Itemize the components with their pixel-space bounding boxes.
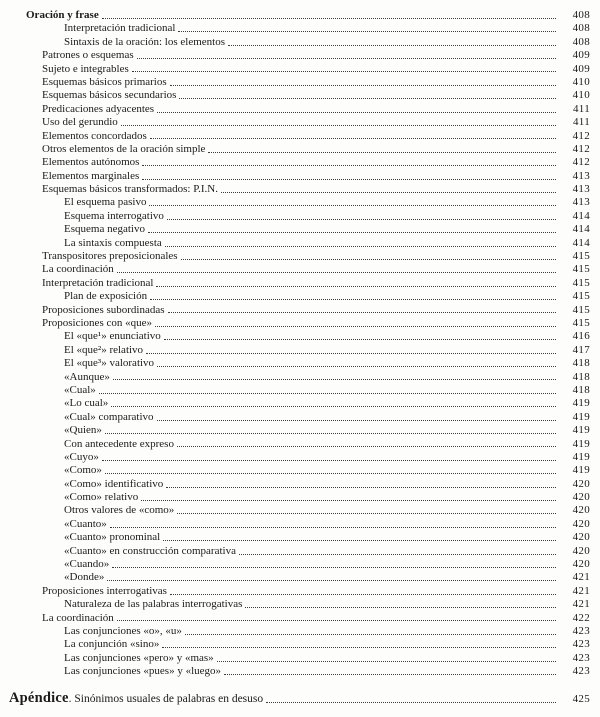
toc-entry (9, 612, 590, 625)
dot-leader (170, 594, 556, 595)
toc-entry-label (9, 690, 263, 708)
dot-leader (113, 379, 556, 380)
toc-entry-page: 410 (572, 89, 590, 102)
toc-entry (9, 665, 590, 678)
toc-entry (9, 304, 590, 317)
toc-entry-label: «Como» (64, 464, 102, 477)
toc-entry-page: 417 (572, 343, 590, 356)
dot-leader (165, 246, 556, 247)
toc-entry-page: 418 (572, 383, 590, 396)
toc-entry-page: 421 (572, 584, 590, 597)
toc-entry-label: Esquemas básicos primarios (42, 75, 167, 88)
toc-entry-label: «Como» relativo (64, 491, 139, 504)
dot-leader (178, 31, 556, 32)
toc-entry-page: 420 (572, 517, 590, 530)
toc-entry-page: 415 (572, 303, 590, 316)
toc-entry-page: 423 (572, 665, 590, 678)
dot-leader (239, 554, 556, 555)
toc-entry (9, 384, 590, 397)
toc-entry-page: 415 (572, 250, 590, 263)
dot-leader (163, 540, 556, 541)
toc-entry-label: Interpretación tradicional (64, 22, 176, 35)
toc-entry (9, 491, 590, 504)
toc-entry (9, 130, 590, 143)
toc-entry-label: Otros valores de «como» (64, 504, 175, 517)
toc-entry-label: «Donde» (64, 571, 105, 584)
toc-entry-page: 415 (572, 276, 590, 289)
toc-entry (9, 638, 590, 651)
toc-entry-label: Interpretación tradicional (42, 276, 154, 289)
toc-entry-page: 412 (572, 142, 590, 155)
toc-entry-page: 419 (572, 464, 590, 477)
toc-entry-label: Plan de exposición (64, 290, 148, 303)
toc-entry-page: 414 (572, 236, 590, 249)
toc-entry-page: 413 (572, 196, 590, 209)
dot-leader (168, 312, 556, 313)
toc-entry-page: 419 (572, 424, 590, 437)
toc-entry-page: 420 (572, 477, 590, 490)
toc-entry-label: «Cuyo» (64, 450, 99, 463)
toc-entry-label: «Cuanto» en construcción comparativa (64, 544, 236, 557)
toc-entry-label: Las conjunciones «o», «u» (64, 624, 182, 637)
toc-entry-label: Elementos marginales (42, 169, 140, 182)
toc-entry-page: 409 (572, 49, 590, 62)
toc-entry-label: «Lo cual» (64, 397, 109, 410)
toc-entry-page: 414 (572, 209, 590, 222)
toc-entry-label: Sintaxis de la oración: los elementos (64, 35, 225, 48)
toc-entry-label: La sintaxis compuesta (64, 236, 162, 249)
toc-entry (9, 397, 590, 410)
dot-leader (102, 18, 556, 19)
toc-entry (9, 625, 590, 638)
toc-entry-page: 420 (572, 531, 590, 544)
toc-entry (9, 116, 590, 129)
toc-entry (9, 371, 590, 384)
toc-entry-page: 412 (572, 129, 590, 142)
toc-entry-label: El esquema pasivo (64, 196, 147, 209)
toc-entry-label: Las conjunciones «pero» y «mas» (64, 651, 214, 664)
toc-entry (9, 263, 590, 276)
toc-entry-label: Esquemas básicos secundarios (42, 89, 177, 102)
toc-entry-label: Elementos autónomos (42, 156, 140, 169)
toc-entry-label: Patrones o esquemas (42, 49, 134, 62)
dot-leader (162, 647, 556, 648)
toc-entry (9, 478, 590, 491)
dot-leader (132, 71, 556, 72)
dot-leader (150, 299, 556, 300)
dot-leader (105, 433, 556, 434)
toc-entry-label: Proposiciones con «que» (42, 316, 152, 329)
toc-entry-page: 418 (572, 370, 590, 383)
toc-entry-page: 421 (572, 598, 590, 611)
toc-entry (9, 585, 590, 598)
dot-leader (177, 446, 556, 447)
toc-entry-page: 419 (572, 437, 590, 450)
toc-entry-page: 408 (572, 35, 590, 48)
dot-leader (142, 179, 556, 180)
toc-entry-page: 423 (572, 624, 590, 637)
toc-entry (9, 63, 590, 76)
dot-leader (102, 460, 556, 461)
toc-entry-label: El «que³» valorativo (64, 357, 155, 370)
toc-entry-label: La coordinación (42, 611, 114, 624)
toc-entry-page: 420 (572, 504, 590, 517)
toc-entry-label: Esquemas básicos transformados: P.I.N. (42, 183, 218, 196)
dot-leader (167, 219, 556, 220)
toc-entry-label: La conjunción «sino» (64, 638, 160, 651)
dot-leader (137, 58, 556, 59)
toc-entry-page: 411 (573, 102, 590, 115)
toc-entry-page: 419 (572, 410, 590, 423)
toc-entry-page: 415 (572, 290, 590, 303)
toc-entry-label: Con antecedente expreso (64, 437, 174, 450)
dot-leader (141, 500, 556, 501)
dot-leader (150, 138, 556, 139)
toc-list (9, 9, 590, 707)
toc-entry (9, 344, 590, 357)
toc-entry-label: «Cuanto» pronominal (64, 531, 161, 544)
toc-entry-page: 420 (572, 558, 590, 571)
toc-entry (9, 438, 590, 451)
dot-leader (121, 125, 556, 126)
toc-entry-label: Oración y frase (26, 9, 99, 21)
dot-leader (224, 674, 556, 675)
toc-entry-page: 422 (572, 611, 590, 624)
toc-entry-label: Proposiciones interrogativas (42, 584, 167, 597)
toc-entry (9, 545, 590, 558)
toc-entry (9, 531, 590, 544)
toc-entry (9, 277, 590, 290)
toc-entry-page: 419 (572, 397, 590, 410)
toc-entry (9, 89, 590, 102)
toc-entry-label: «Como» identificativo (64, 477, 164, 490)
toc-entry-label: «Cuando» (64, 558, 110, 571)
dot-leader (181, 259, 556, 260)
toc-entry (9, 317, 590, 330)
toc-entry (9, 196, 590, 209)
toc-entry-label: Transpositores preposicionales (42, 250, 178, 263)
toc-entry (9, 451, 590, 464)
appendix-title: Apéndice (9, 689, 69, 706)
toc-entry-page: 409 (572, 62, 590, 75)
dot-leader (185, 634, 556, 635)
toc-entry-page: 415 (572, 263, 590, 276)
toc-entry (9, 143, 590, 156)
toc-entry-page: 421 (572, 571, 590, 584)
toc-entry (9, 518, 590, 531)
toc-entry-appendix (9, 690, 590, 707)
toc-entry-page: 418 (572, 357, 590, 370)
toc-entry (9, 571, 590, 584)
appendix-subtitle: . Sinónimos usuales de palabras en desuso (68, 692, 264, 705)
dot-leader (217, 661, 556, 662)
dot-leader (110, 527, 556, 528)
dot-leader (157, 366, 556, 367)
toc-entry (9, 652, 590, 665)
toc-entry (9, 9, 590, 22)
toc-entry-page: 416 (572, 330, 590, 343)
toc-entry-label: «Aunque» (64, 370, 110, 383)
toc-entry-label: Las conjunciones «pues» y «luego» (64, 665, 222, 678)
toc-entry-page: 420 (572, 491, 590, 504)
toc-entry-page: 423 (572, 651, 590, 664)
toc-entry-label: Predicaciones adyacentes (42, 102, 155, 115)
dot-leader (146, 353, 556, 354)
toc-entry-label: Proposiciones subordinadas (42, 303, 165, 316)
dot-leader (112, 567, 556, 568)
dot-leader (164, 339, 556, 340)
toc-entry-label: Elementos concordados (42, 129, 147, 142)
toc-entry-label: Uso del gerundio (42, 116, 118, 129)
dot-leader (156, 286, 556, 287)
dot-leader (221, 192, 556, 193)
toc-entry-label: «Cual» comparativo (64, 410, 154, 423)
dot-leader (142, 165, 556, 166)
dot-leader (117, 272, 556, 273)
dot-leader (111, 406, 556, 407)
dot-leader (157, 420, 556, 421)
dot-leader (166, 487, 556, 488)
toc-entry-page: 408 (572, 9, 590, 21)
dot-leader (148, 232, 556, 233)
dot-leader (155, 326, 556, 327)
toc-entry (9, 330, 590, 343)
dot-leader (170, 85, 556, 86)
toc-entry (9, 558, 590, 571)
dot-leader (245, 607, 556, 608)
toc-entry-label: Otros elementos de la oración simple (42, 142, 206, 155)
toc-entry-label: El «que²» relativo (64, 343, 144, 356)
toc-entry-page: 413 (572, 183, 590, 196)
toc-entry (9, 170, 590, 183)
toc-entry (9, 424, 590, 437)
toc-entry-page: 408 (572, 22, 590, 35)
dot-leader (177, 513, 556, 514)
toc-entry-label: «Cuanto» (64, 517, 107, 530)
toc-entry (9, 504, 590, 517)
toc-entry-label: La coordinación (42, 263, 114, 276)
toc-entry-page: 425 (572, 692, 590, 705)
dot-leader (157, 112, 556, 113)
toc-entry (9, 183, 590, 196)
dot-leader (228, 45, 556, 46)
dot-leader (105, 473, 556, 474)
toc-entry (9, 598, 590, 611)
dot-leader (179, 98, 556, 99)
toc-entry (9, 103, 590, 116)
toc-entry-label: Naturaleza de las palabras interrogativas (64, 598, 243, 611)
dot-leader (266, 702, 556, 703)
toc-entry (9, 357, 590, 370)
toc-entry-label: Esquema interrogativo (64, 209, 164, 222)
toc-entry (9, 76, 590, 89)
toc-entry-label: «Cual» (64, 383, 96, 396)
toc-entry (9, 22, 590, 35)
toc-entry (9, 156, 590, 169)
toc-entry (9, 411, 590, 424)
toc-entry-page: 412 (572, 156, 590, 169)
toc-entry (9, 36, 590, 49)
toc-entry (9, 464, 590, 477)
toc-entry (9, 250, 590, 263)
toc-entry (9, 290, 590, 303)
toc-entry-page: 413 (572, 169, 590, 182)
toc-entry-page: 420 (572, 544, 590, 557)
toc-entry (9, 237, 590, 250)
toc-entry-page: 415 (572, 316, 590, 329)
toc-entry-label: Esquema negativo (64, 223, 145, 236)
toc-entry (9, 223, 590, 236)
toc-entry-page: 411 (573, 116, 590, 129)
toc-entry-page: 410 (572, 75, 590, 88)
dot-leader (149, 205, 556, 206)
toc-entry-page: 423 (572, 638, 590, 651)
toc-entry-label: «Quien» (64, 424, 102, 437)
toc-entry-page: 419 (572, 450, 590, 463)
toc-entry-label: El «que¹» enunciativo (64, 330, 161, 343)
dot-leader (107, 580, 556, 581)
dot-leader (208, 152, 556, 153)
dot-leader (117, 620, 556, 621)
toc-entry-page: 414 (572, 223, 590, 236)
toc-entry (9, 49, 590, 62)
dot-leader (99, 393, 556, 394)
toc-entry-label: Sujeto e integrables (42, 62, 129, 75)
toc-entry (9, 210, 590, 223)
